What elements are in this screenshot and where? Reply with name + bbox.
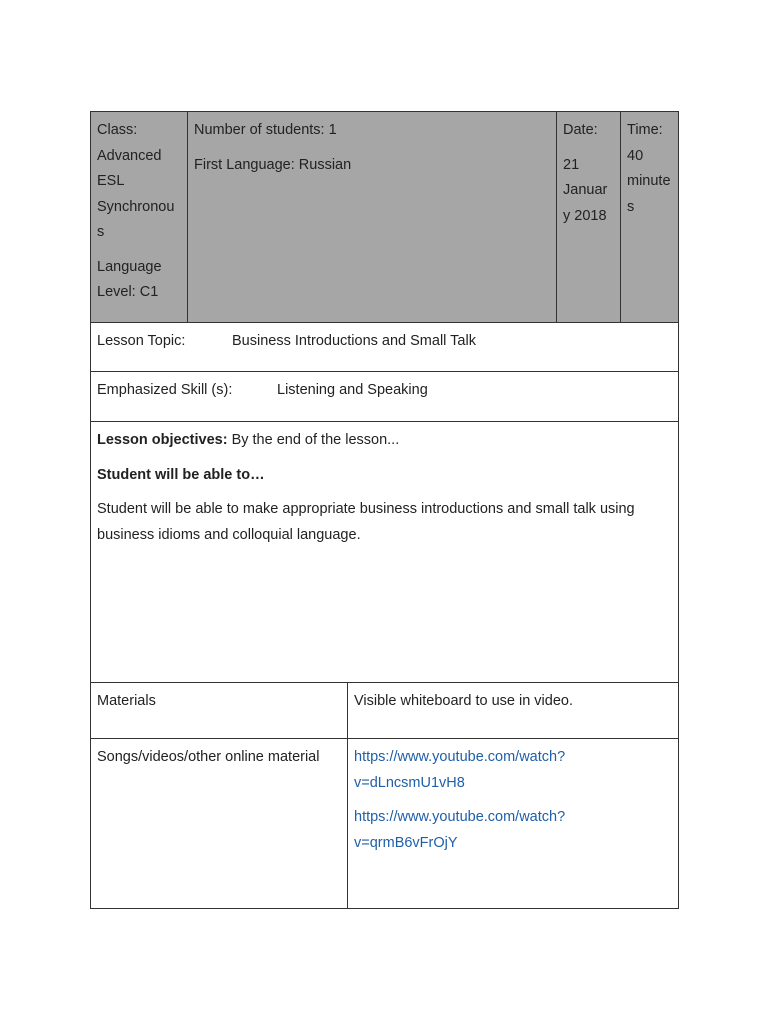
materials-value: Visible whiteboard to use in video. [347, 683, 678, 738]
online-label: Songs/videos/other online material [97, 749, 320, 765]
topic-label: Lesson Topic: [97, 333, 186, 349]
online-row [90, 739, 679, 909]
skill-label: Emphasized Skill (s): [97, 382, 233, 398]
lesson-plan-table [90, 111, 679, 909]
header-row [90, 111, 679, 323]
class-value-line: Advanced [97, 147, 162, 164]
class-value-line: ESL [97, 173, 125, 189]
class-label: Class: [97, 122, 138, 138]
date-label: Date: [563, 122, 598, 138]
time-value-line: minute [627, 173, 671, 189]
class-value-line: Synchronou [97, 198, 175, 215]
objectives-intro: By the end of the lesson... [231, 432, 400, 448]
time-value-line: s [627, 198, 635, 215]
topic-row [90, 323, 679, 372]
first-language: First Language: Russian [194, 156, 352, 173]
time-cell [620, 112, 678, 322]
skill-row [90, 372, 679, 422]
topic-value: Business Introductions and Small Talk [232, 333, 476, 349]
class-cell [91, 112, 187, 322]
materials-label: Materials [97, 693, 156, 709]
objectives-subheading: Student will be able to… [97, 466, 265, 483]
date-cell [556, 112, 620, 322]
students-cell [187, 112, 556, 322]
date-value-line: 21 [563, 156, 580, 173]
date-value-line: Januar [563, 182, 608, 198]
video-link-1-line[interactable]: https://www.youtube.com/watch? [354, 749, 566, 765]
objectives-row [90, 422, 679, 683]
video-link-1-line[interactable]: v=dLncsmU1vH8 [354, 774, 465, 791]
video-link-2-line[interactable]: https://www.youtube.com/watch? [354, 809, 566, 825]
level-line: Language [97, 258, 162, 275]
time-value-line: 40 [627, 147, 644, 164]
class-value-line: s [97, 224, 105, 240]
video-link-2-line[interactable]: v=qrmB6vFrOjY [354, 834, 458, 851]
materials-row [90, 683, 679, 739]
objectives-body-line: Student will be able to make appropriate business introductions and small talk using [97, 501, 635, 517]
objectives-label: Lesson objectives: [97, 432, 228, 448]
time-label: Time: [627, 122, 663, 138]
students-count: Number of students: 1 [194, 122, 337, 138]
date-value-line: y 2018 [563, 207, 607, 224]
skill-value: Listening and Speaking [277, 382, 428, 398]
level-line: Level: C1 [97, 284, 159, 300]
objectives-body-line: business idioms and colloquial language. [97, 526, 361, 543]
